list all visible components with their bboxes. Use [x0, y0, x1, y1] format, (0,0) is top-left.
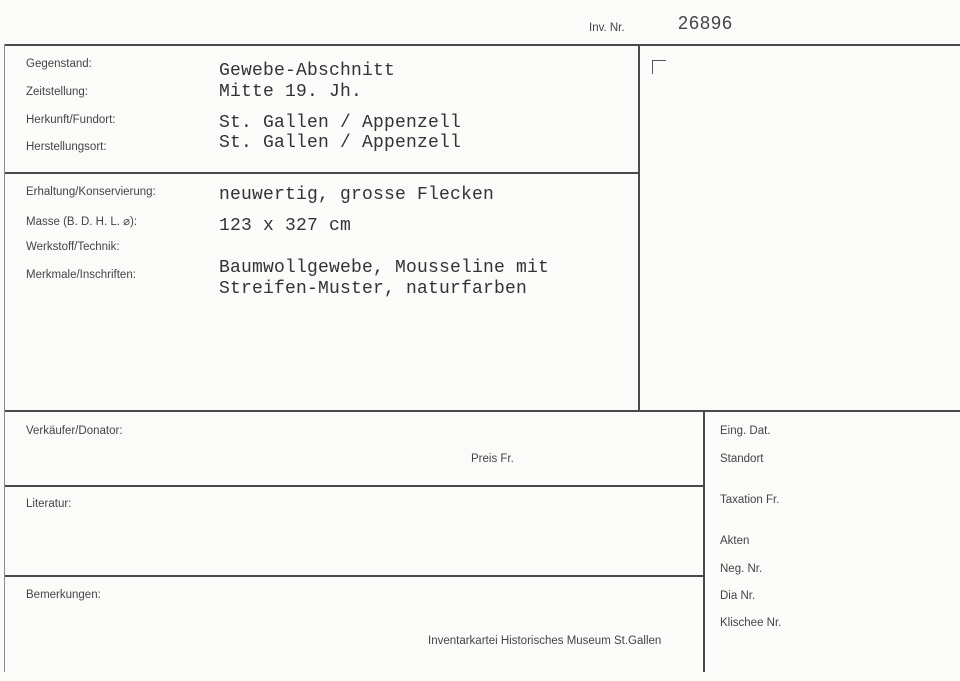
merkmale-label: Merkmale/Inschriften:	[26, 269, 136, 281]
dia-nr-label: Dia Nr.	[720, 590, 756, 602]
corner-mark	[652, 60, 666, 74]
rule-bemerkungen	[4, 575, 703, 577]
klischee-nr-label: Klischee Nr.	[720, 617, 782, 629]
herkunft-value: St. Gallen / Appenzell	[219, 113, 462, 133]
verkaeufer-label: Verkäufer/Donator:	[26, 425, 123, 437]
gegenstand-label: Gegenstand:	[26, 58, 92, 70]
rule-left-edge	[4, 44, 5, 672]
merkmale-value-line2: Streifen-Muster, naturfarben	[219, 279, 528, 299]
masse-label: Masse (B. D. H. L. ⌀):	[26, 216, 138, 228]
inv-number: 26896	[678, 13, 734, 33]
rule-middle	[4, 410, 960, 412]
standort-label: Standort	[720, 453, 764, 465]
herstellungsort-label: Herstellungsort:	[26, 141, 107, 153]
bemerkungen-label: Bemerkungen:	[26, 589, 101, 601]
herkunft-label: Herkunft/Fundort:	[26, 114, 116, 126]
werkstoff-label: Werkstoff/Technik:	[26, 241, 120, 253]
herstellungsort-value: St. Gallen / Appenzell	[219, 133, 462, 153]
eing-dat-label: Eing. Dat.	[720, 425, 771, 437]
erhaltung-value: neuwertig, grosse Flecken	[219, 185, 495, 205]
erhaltung-label: Erhaltung/Konservierung:	[26, 186, 156, 198]
preis-label: Preis Fr.	[471, 453, 514, 465]
gegenstand-value: Gewebe-Abschnitt	[219, 61, 396, 81]
rule-vertical-upper	[638, 44, 640, 411]
masse-value: 123 x 327 cm	[219, 216, 352, 236]
zeitstellung-value: Mitte 19. Jh.	[219, 82, 363, 102]
rule-section1	[4, 172, 638, 174]
inv-label: Inv. Nr.	[589, 22, 625, 34]
rule-vertical-lower	[703, 410, 705, 672]
footer-museum: Inventarkartei Historisches Museum St.Gallen	[428, 635, 662, 647]
merkmale-value-line1: Baumwollgewebe, Mousseline mit	[219, 258, 550, 278]
neg-nr-label: Neg. Nr.	[720, 563, 763, 575]
akten-label: Akten	[720, 535, 750, 547]
rule-top	[4, 44, 960, 46]
literatur-label: Literatur:	[26, 498, 72, 510]
rule-literatur	[4, 485, 703, 487]
zeitstellung-label: Zeitstellung:	[26, 86, 89, 98]
taxation-label: Taxation Fr.	[720, 494, 780, 506]
